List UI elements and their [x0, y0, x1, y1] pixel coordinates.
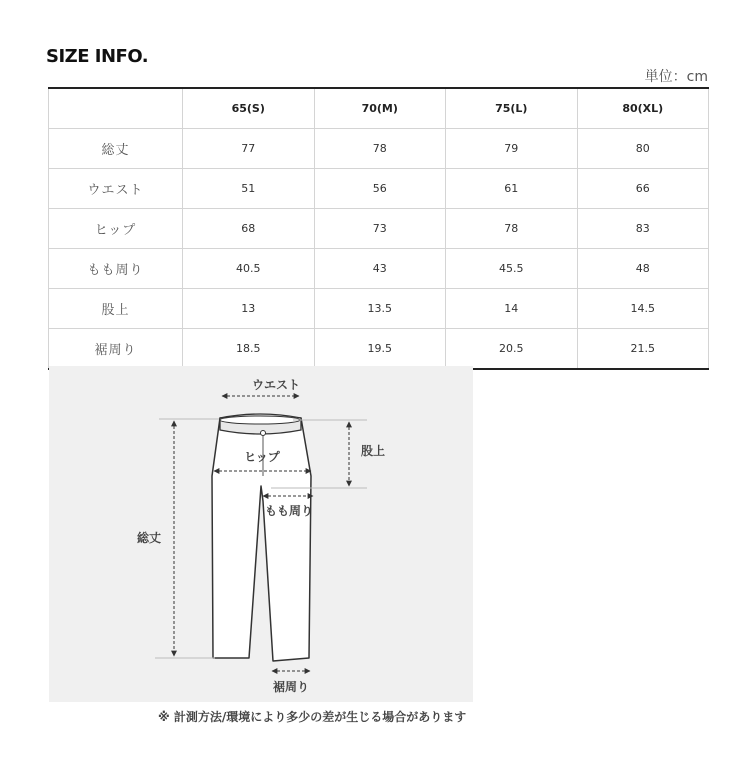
table-header-cell — [49, 88, 183, 129]
size-table — [48, 87, 709, 370]
table-cell: 73 — [314, 209, 446, 249]
table-cell: 68 — [183, 209, 315, 249]
measurement-note: ※ 計測方法/環境により多少の差が生じる場合があります — [158, 710, 467, 724]
pants-diagram — [49, 366, 473, 702]
table-cell: 18.5 — [183, 329, 315, 370]
hip-label: ヒップ — [244, 450, 280, 464]
table-row — [49, 129, 709, 169]
table-cell: 20.5 — [446, 329, 578, 370]
table-header-cell: 80(XL) — [577, 88, 709, 129]
table-header-cell: 75(L) — [446, 88, 578, 129]
table-row — [49, 329, 709, 370]
table-cell: 21.5 — [577, 329, 709, 370]
row-label: 股上 — [49, 289, 183, 329]
table-cell: 83 — [577, 209, 709, 249]
table-cell: 13.5 — [314, 289, 446, 329]
table-cell: 78 — [314, 129, 446, 169]
table-cell: 19.5 — [314, 329, 446, 370]
hem-label: 裾周り — [272, 680, 310, 694]
page-title: SIZE INFO. — [46, 46, 149, 67]
table-row — [49, 209, 709, 249]
thigh-label: もも周り — [264, 504, 314, 518]
row-label: 総丈 — [49, 129, 183, 169]
table-row — [49, 289, 709, 329]
table-cell: 78 — [446, 209, 578, 249]
table-cell: 45.5 — [446, 249, 578, 289]
unit-label: 単位：cm — [644, 69, 708, 85]
table-cell: 14 — [446, 289, 578, 329]
table-header-row — [49, 88, 709, 129]
table-row — [49, 169, 709, 209]
table-cell: 77 — [183, 129, 315, 169]
row-label: ウエスト — [49, 169, 183, 209]
table-cell: 61 — [446, 169, 578, 209]
rise-label: 股上 — [360, 444, 386, 458]
row-label: 裾周り — [49, 329, 183, 370]
table-cell: 14.5 — [577, 289, 709, 329]
row-label: もも周り — [49, 249, 183, 289]
table-header-cell: 70(M) — [314, 88, 446, 129]
table-cell: 80 — [577, 129, 709, 169]
length-label: 総丈 — [136, 531, 162, 545]
table-cell: 66 — [577, 169, 709, 209]
waist-label: ウエスト — [251, 378, 301, 392]
table-cell: 48 — [577, 249, 709, 289]
table-cell: 79 — [446, 129, 578, 169]
table-row — [49, 249, 709, 289]
table-cell: 51 — [183, 169, 315, 209]
table-cell: 43 — [314, 249, 446, 289]
table-header-cell: 65(S) — [183, 88, 315, 129]
table-cell: 56 — [314, 169, 446, 209]
table-cell: 40.5 — [183, 249, 315, 289]
row-label: ヒップ — [49, 209, 183, 249]
table-cell: 13 — [183, 289, 315, 329]
measurement-diagram — [49, 366, 473, 702]
